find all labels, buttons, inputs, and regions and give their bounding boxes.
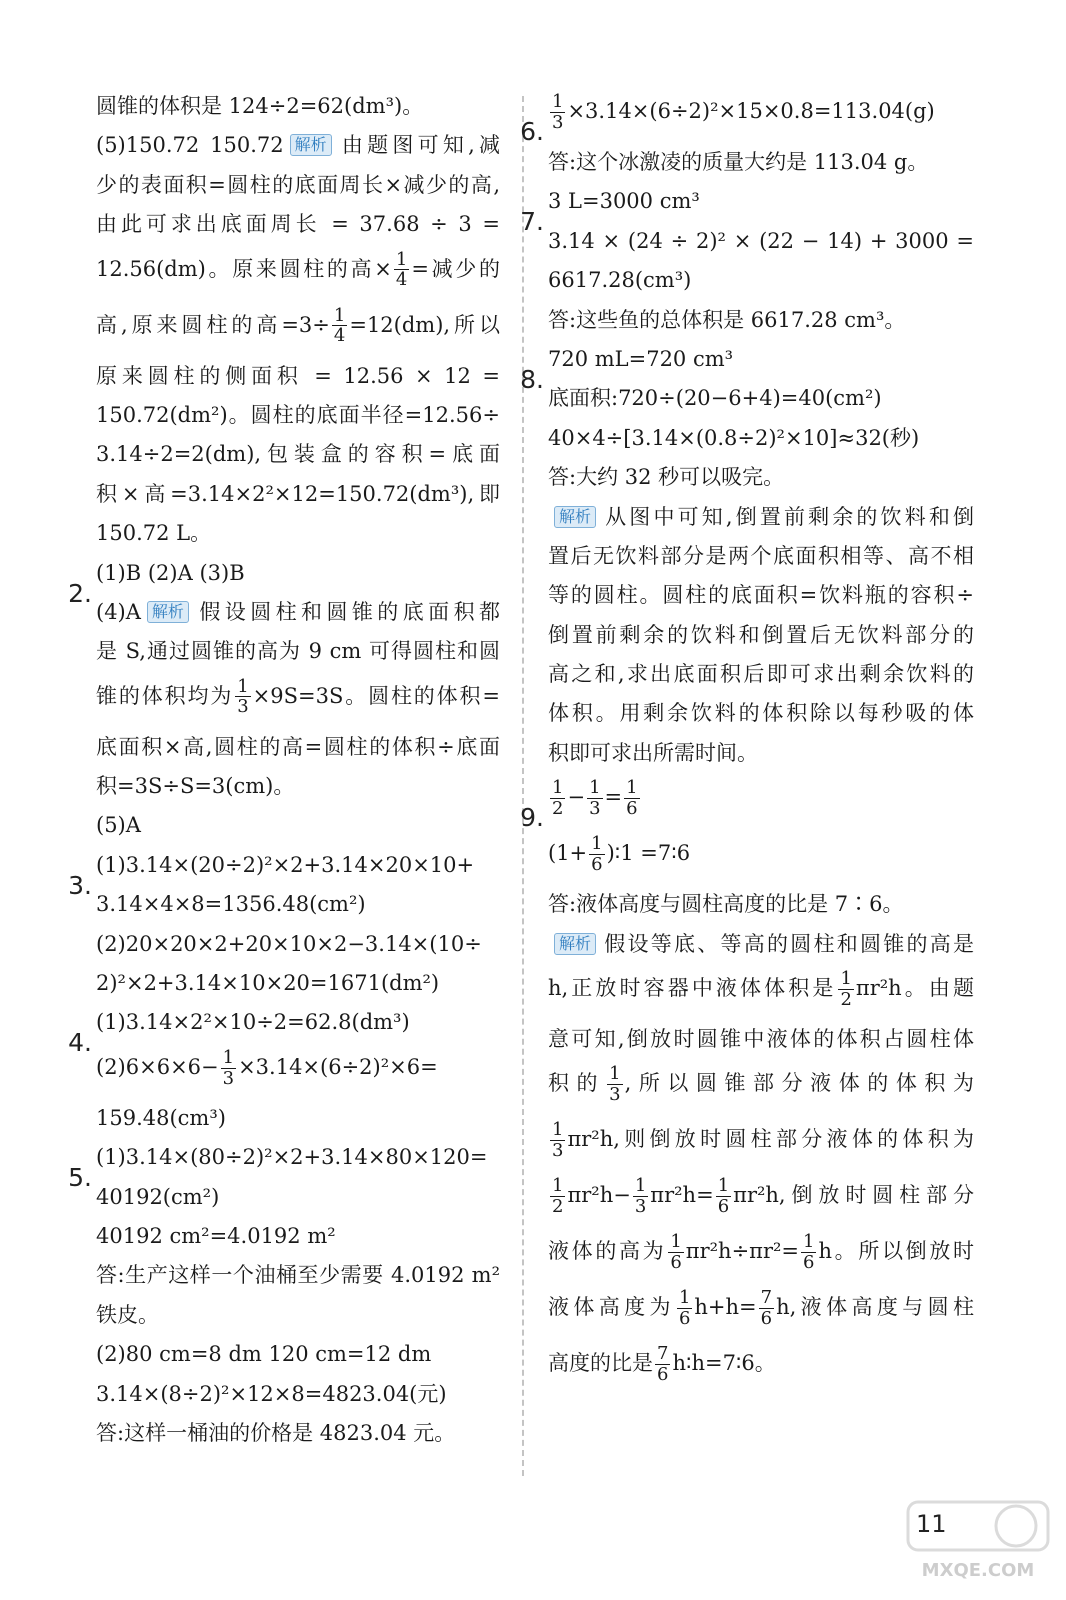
analysis-tag: 解析 [290, 134, 332, 156]
question-9: 9. $\frac{1}{2}$ − $\frac{1}{3}$ = $\frac{1}{6}$ [520, 777, 638, 833]
fraction: $\frac{1}{3}$ [552, 1119, 564, 1162]
text-line: 体积。用剩余饮料的体积除以每秒吸的体 [548, 701, 974, 726]
fraction: $\frac{1}{2}$ [552, 777, 564, 820]
text-line: 高度的比是 $\frac{7}{6}$ h∶h=7∶6。 [548, 1343, 776, 1386]
text-line: 3.14×4×8=1356.48(cm²) [96, 892, 366, 917]
text-line: 积×高=3.14×2²×12=150.72(dm³),即 [96, 481, 500, 506]
question-8: 8. 720 mL=720 cm³ [520, 346, 734, 394]
text-line: 3.14×(8÷2)²×12×8=4823.04(元) [96, 1381, 447, 1406]
analysis-tag: 解析 [147, 601, 189, 623]
text-line: $\frac{1}{2}$ πr²h− $\frac{1}{3}$ πr²h= $\frac{1}{6}$ πr²h,倒放时圆柱部分 [552, 1175, 974, 1218]
text-line: 高之和,求出底面积后即可求出剩余饮料的 [548, 662, 974, 687]
fraction: $\frac{7}{6}$ [657, 1343, 669, 1386]
fraction: $\frac{1}{6}$ [591, 833, 603, 876]
fraction: $\frac{1}{3}$ [589, 777, 601, 820]
fraction: $\frac{1}{4}$ [333, 304, 346, 347]
text-line: h,正放时容器中液体体积是 $\frac{1}{2}$ πr²h。由题 [548, 968, 974, 1010]
fraction: $\frac{1}{6}$ [670, 1231, 682, 1274]
text-line: 答:生产这样一个油桶至少需要 4.0192 m² [96, 1263, 500, 1288]
fraction: $\frac{7}{6}$ [760, 1287, 773, 1330]
text-line: $\frac{1}{3}$ πr²h,则倒放时圆柱部分液体的体积为 [552, 1119, 974, 1162]
page-number: 11 [916, 1510, 947, 1538]
right-column [520, 91, 975, 1400]
text-line: 由此可求出底面周长 = 37.68 ÷ 3 = [96, 212, 500, 237]
question-4: 4. (1)3.14×2²×10÷2=62.8(dm³) [68, 1010, 410, 1058]
left-column [68, 92, 501, 1458]
text-line: (4)A 解析 假设圆柱和圆锥的底面积都 [96, 599, 500, 624]
fraction: $\frac{1}{3}$ [237, 675, 249, 718]
text-line: 答:大约 32 秒可以吸完。 [548, 465, 785, 490]
fraction: $\frac{1}{4}$ [395, 248, 408, 291]
text-line: 置后无饮料部分是两个底面积相等、高不相 [548, 543, 974, 568]
text-line: 40192(cm²) [96, 1184, 220, 1209]
text-line: (5)A [96, 813, 141, 838]
fraction: $\frac{1}{3}$ [634, 1175, 647, 1218]
question-6: 6. $\frac{1}{3}$ ×3.14×(6÷2)²×15×0.8=113.04(g) [520, 91, 935, 146]
text-line: 原来圆柱的侧面积 = 12.56 × 12 = [96, 363, 500, 388]
text-line: (1+ $\frac{1}{6}$ )∶1 =7∶6 [548, 833, 691, 876]
text-line: (5)150.72 150.72 解析 由题图可知,减 [96, 133, 500, 158]
text-line: 铁皮。 [96, 1302, 159, 1327]
question-3: 3. (1)3.14×(20÷2)²×2+3.14×20×10+ [68, 852, 475, 900]
fraction: $\frac{1}{2}$ [840, 968, 852, 1010]
text-line: (2)20×20×2+20×10×2−3.14×(10÷ [96, 931, 482, 956]
watermark-text: MXQE.COM [921, 1560, 1035, 1581]
text-line: 是 S,通过圆锥的高为 9 cm 可得圆柱和圆 [96, 639, 500, 664]
text-line: 解析 从图中可知,倒置前剩余的饮料和倒 [548, 503, 974, 532]
text-line: 积即可求出所需时间。 [548, 740, 758, 765]
analysis-tag: 解析 [554, 933, 596, 955]
text-line: 3.14÷2=2(dm),包装盒的容积=底面 [96, 442, 500, 467]
text-line: 6617.28(cm³) [548, 268, 692, 293]
text-line: 解析 假设等底、等高的圆柱和圆锥的高是 [548, 930, 974, 959]
question-5: 5. (1)3.14×(80÷2)²×2+3.14×80×120= [68, 1145, 488, 1193]
text-line: 锥的体积均为 $\frac{1}{3}$ ×9S=3S。圆柱的体积= [96, 675, 501, 718]
fraction: $\frac{1}{3}$ [609, 1063, 621, 1106]
text-line: 2)²×2+3.14×10×20=1671(dm²) [96, 971, 440, 996]
text-line: 底面积×高,圆柱的高=圆柱的体积÷底面 [96, 734, 500, 759]
text-line: 答:液体高度与圆柱高度的比是 7∶6。 [548, 892, 904, 917]
fraction: $\frac{1}{3}$ [552, 91, 564, 133]
text-line: 底面积:720÷(20−6+4)=40(cm²) [548, 386, 882, 411]
text-line: 液体高度为 $\frac{1}{6}$ h+h= $\frac{7}{6}$ h,液体高度与圆柱 [548, 1287, 975, 1330]
column-divider [522, 96, 524, 1476]
watermark-logo-icon [898, 1494, 1058, 1584]
text-line: (2)80 cm=8 dm 120 cm=12 dm [96, 1342, 432, 1367]
analysis-tag: 解析 [554, 506, 596, 528]
text-line: 答:这个冰激凌的质量大约是 113.04 g。 [548, 150, 929, 174]
fraction: $\frac{1}{6}$ [678, 1287, 691, 1330]
text-line: 150.72 L。 [96, 521, 212, 546]
text-line: 12.56(dm)。原来圆柱的高× $\frac{1}{4}$ =减少的 [96, 248, 500, 291]
text-line: 159.48(cm³) [96, 1105, 226, 1130]
text-line: 40×4÷[3.14×(0.8÷2)²×10]≈32(秒) [548, 425, 920, 450]
text-line: 答:这些鱼的总体积是 6617.28 cm³。 [548, 307, 906, 332]
question-2: 2. (1)B (2)A (3)B [68, 560, 245, 608]
text-line: 圆锥的体积是 124÷2=62(dm³)。 [96, 94, 424, 118]
text-line: 3.14 × (24 ÷ 2)² × (22 − 14) + 3000 = [548, 228, 974, 253]
text-line: 意可知,倒放时圆锥中液体的体积占圆柱体 [548, 1027, 974, 1052]
text-line: 倒置前剩余的饮料和倒置后无饮料部分的 [548, 622, 974, 647]
text-line: 150.72(dm²)。圆柱的底面半径=12.56÷ [96, 402, 500, 427]
fraction: $\frac{1}{6}$ [803, 1231, 815, 1274]
text-line: 答:这样一桶油的价格是 4823.04 元。 [96, 1420, 456, 1445]
question-7: 7. 3 L=3000 cm³ [520, 189, 700, 237]
text-line: 液体的高为 $\frac{1}{6}$ πr²h÷πr²= $\frac{1}{6}$ h。所以倒放时 [548, 1231, 975, 1274]
fraction: $\frac{1}{6}$ [717, 1175, 730, 1218]
fraction: $\frac{1}{2}$ [552, 1175, 564, 1218]
text-line: 等的圆柱。圆柱的底面积=饮料瓶的容积÷ [548, 583, 974, 608]
fraction: $\frac{1}{3}$ [222, 1046, 235, 1089]
fraction: $\frac{1}{6}$ [626, 777, 638, 820]
text-line: 积=3S÷S=3(cm)。 [96, 774, 295, 799]
text-line: 40192 cm²=4.0192 m² [96, 1223, 336, 1248]
text-line: 积的 $\frac{1}{3}$ ,所以圆锥部分液体的体积为 [548, 1063, 974, 1106]
text-line: 少的表面积=圆柱的底面周长×减少的高, [96, 172, 500, 197]
text-line: (2)6×6×6− $\frac{1}{3}$ ×3.14×(6÷2)²×6= [96, 1046, 438, 1089]
text-line: 高,原来圆柱的高=3÷ $\frac{1}{4}$ =12(dm),所以 [96, 304, 500, 347]
